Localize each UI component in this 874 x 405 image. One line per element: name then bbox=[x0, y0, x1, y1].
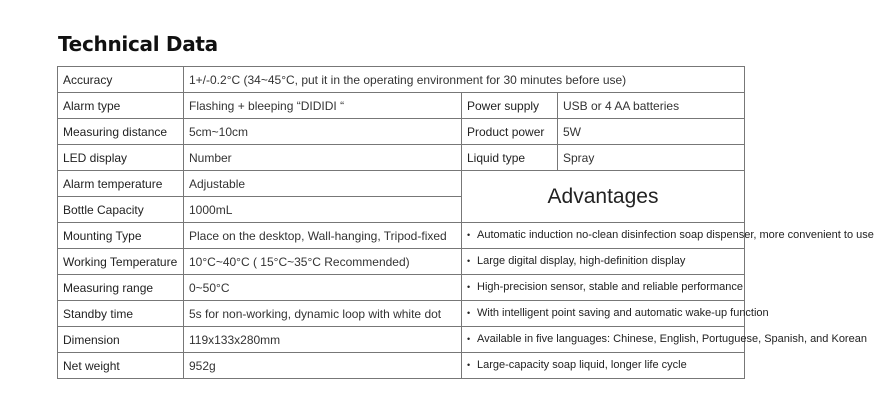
advantage-item bbox=[462, 353, 745, 379]
product-power-label: Product power bbox=[462, 119, 558, 145]
table-row-dimension bbox=[58, 327, 745, 353]
standby-time-value: 5s for non-working, dynamic loop with white dot bbox=[184, 301, 462, 327]
table-row-accuracy bbox=[58, 67, 745, 93]
table-row-standby-time bbox=[58, 301, 745, 327]
table-row-led-display bbox=[58, 145, 745, 171]
led-display-value: Number bbox=[184, 145, 462, 171]
measuring-distance-value: 5cm~10cm bbox=[184, 119, 462, 145]
power-supply-label: Power supply bbox=[462, 93, 558, 119]
working-temperature-value: 10°C~40°C ( 15°C~35°C Recommended) bbox=[184, 249, 462, 275]
liquid-type-label: Liquid type bbox=[462, 145, 558, 171]
advantage-item bbox=[462, 327, 867, 353]
dimension-label: Dimension bbox=[58, 327, 184, 353]
advantage-text: Available in five languages: Chinese, English, Portuguese, Spanish, and Korean bbox=[477, 333, 867, 345]
advantage-text: Large digital display, high-definition display bbox=[477, 255, 686, 267]
advantage-item bbox=[462, 223, 874, 249]
bullet-icon: • bbox=[467, 334, 471, 344]
bottle-capacity-label: Bottle Capacity bbox=[58, 197, 184, 223]
table-row-measuring-range bbox=[58, 275, 745, 301]
table-row-alarm-temperature bbox=[58, 171, 745, 197]
mounting-type-label: Mounting Type bbox=[58, 223, 184, 249]
mounting-type-value: Place on the desktop, Wall-hanging, Tripod-fixed bbox=[184, 223, 462, 249]
net-weight-value: 952g bbox=[184, 353, 462, 379]
bullet-icon: • bbox=[467, 308, 471, 318]
table-row-working-temperature bbox=[58, 249, 745, 275]
bullet-icon: • bbox=[467, 360, 471, 370]
working-temperature-label: Working Temperature bbox=[58, 249, 184, 275]
net-weight-label: Net weight bbox=[58, 353, 184, 379]
technical-data-table bbox=[57, 66, 874, 379]
liquid-type-value: Spray bbox=[558, 145, 745, 171]
page-title: Technical Data bbox=[58, 32, 218, 56]
advantage-text: With intelligent point saving and automatic wake-up function bbox=[477, 307, 769, 319]
led-display-label: LED display bbox=[58, 145, 184, 171]
advantages-heading: Advantages bbox=[462, 171, 745, 223]
standby-time-label: Standby time bbox=[58, 301, 184, 327]
dimension-value: 119x133x280mm bbox=[184, 327, 462, 353]
advantage-text: High-precision sensor, stable and reliable performance bbox=[477, 281, 743, 293]
accuracy-label: Accuracy bbox=[58, 67, 184, 93]
bullet-icon: • bbox=[467, 256, 471, 266]
advantage-item bbox=[462, 301, 769, 327]
table-row-alarm-type bbox=[58, 93, 745, 119]
alarm-type-value: Flashing + bleeping “DIDIDI “ bbox=[184, 93, 462, 119]
advantage-text: Automatic induction no-clean disinfection soap dispenser, more convenient to use bbox=[477, 229, 874, 241]
advantage-item bbox=[462, 249, 745, 275]
product-power-value: 5W bbox=[558, 119, 745, 145]
measuring-distance-label: Measuring distance bbox=[58, 119, 184, 145]
advantage-item bbox=[462, 275, 745, 301]
bullet-icon: • bbox=[467, 230, 471, 240]
alarm-temperature-value: Adjustable bbox=[184, 171, 462, 197]
measuring-range-value: 0~50°C bbox=[184, 275, 462, 301]
power-supply-value: USB or 4 AA batteries bbox=[558, 93, 745, 119]
alarm-type-label: Alarm type bbox=[58, 93, 184, 119]
bullet-icon: • bbox=[467, 282, 471, 292]
bottle-capacity-value: 1000mL bbox=[184, 197, 462, 223]
table-row-measuring-distance bbox=[58, 119, 745, 145]
alarm-temperature-label: Alarm temperature bbox=[58, 171, 184, 197]
advantage-text: Large-capacity soap liquid, longer life cycle bbox=[477, 359, 687, 371]
table-row-mounting-type bbox=[58, 223, 745, 249]
accuracy-value: 1+/-0.2°C (34~45°C, put it in the operating environment for 30 minutes before use) bbox=[184, 67, 745, 93]
measuring-range-label: Measuring range bbox=[58, 275, 184, 301]
table-row-net-weight bbox=[58, 353, 745, 379]
